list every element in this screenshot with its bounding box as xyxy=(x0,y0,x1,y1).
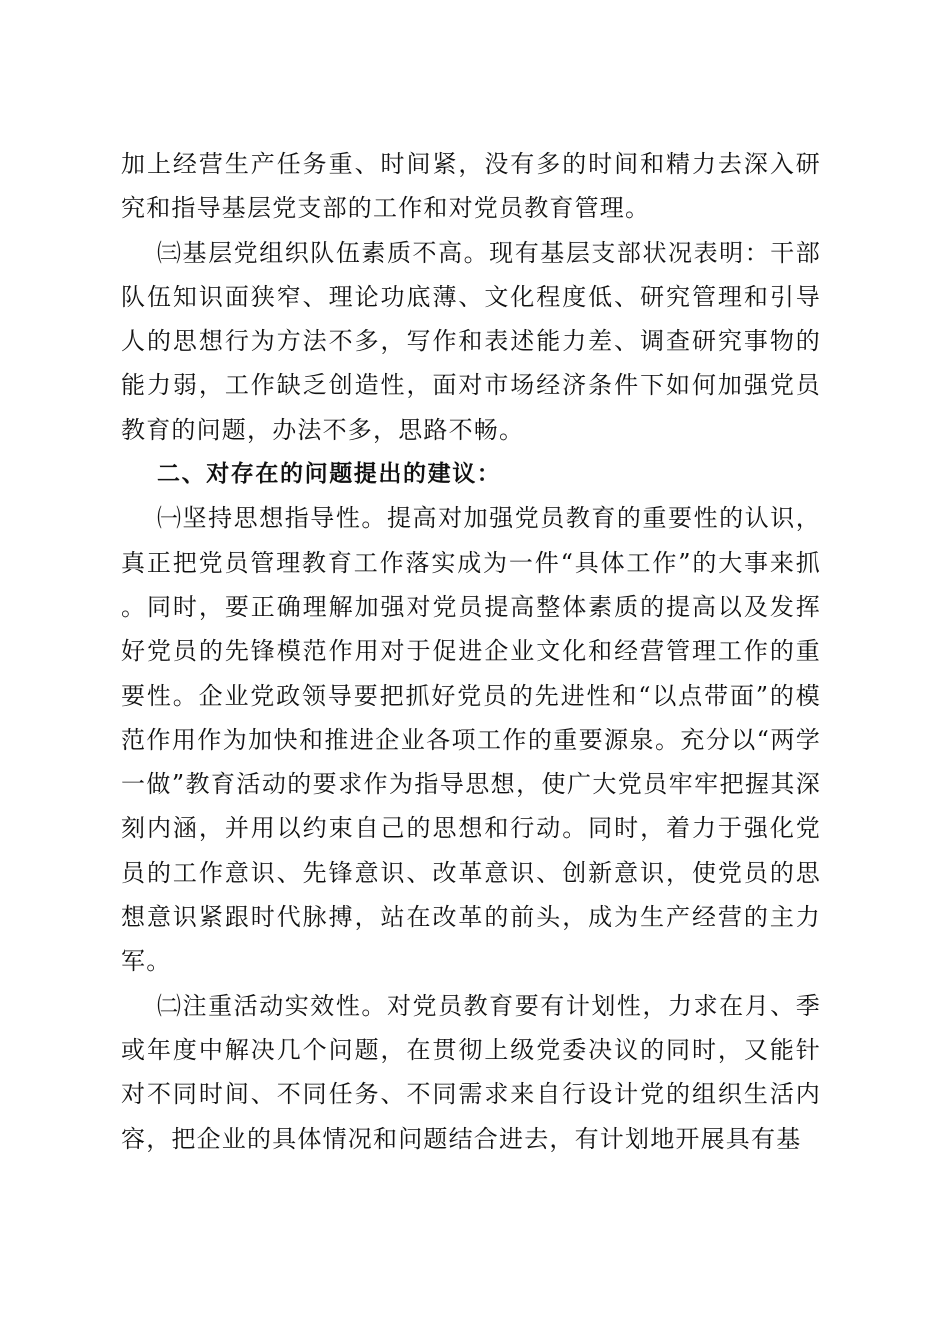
paragraph-suggestion-1: ㈠坚持思想指导性。提高对加强党员教育的重要性的认识，真正把党员管理教育工作落实成为一件“具体工作”的大事来抓。同时，要正确理解加强对党员提高整体素质的提高以及发挥好党员的先锋模范作用对于促进企业文化和经营管理工作的重要性。企业党政领导要把抓好党员的先进性和“以点带面”的模范作用作为加快和推进企业各项工作的重要源泉。充分以“两学一做”教育活动的要求作为指导思想，使广大党员牢牢把握其深刻内涵，并用以约束自己的思想和行动。同时，着力于强化党员的工作意识、先锋意识、改革意识、创新意识，使党员的思想意识紧跟时代脉搏，站在改革的前头，成为生产经营的主力军。 xyxy=(121,504,821,976)
section-heading-2: 二、对存在的问题提出的建议： xyxy=(157,461,502,488)
paragraph-item-3: ㈢基层党组织队伍素质不高。现有基层支部状况表明：干部队伍知识面狭窄、理论功底薄、文化程度低、研究管理和引导人的思想行为方法不多，写作和表述能力差、调查研究事物的能力弱，工作缺乏创造性，面对市场经济条件下如何加强党员教育的问题，办法不多，思路不畅。 xyxy=(121,238,821,444)
paragraph-continuation: 加上经营生产任务重、时间紧，没有多的时间和精力去深入研究和指导基层党支部的工作和对党员教育管理。 xyxy=(121,150,821,223)
document-body xyxy=(121,142,821,1161)
paragraph-suggestion-2: ㈡注重活动实效性。对党员教育要有计划性，力求在月、季或年度中解决几个问题，在贯彻上级党委决议的同时，又能针对不同时间、不同任务、不同需求来自行设计党的组织生活内容，把企业的具体情况和问题结合进去，有计划地开展具有基 xyxy=(121,991,821,1153)
